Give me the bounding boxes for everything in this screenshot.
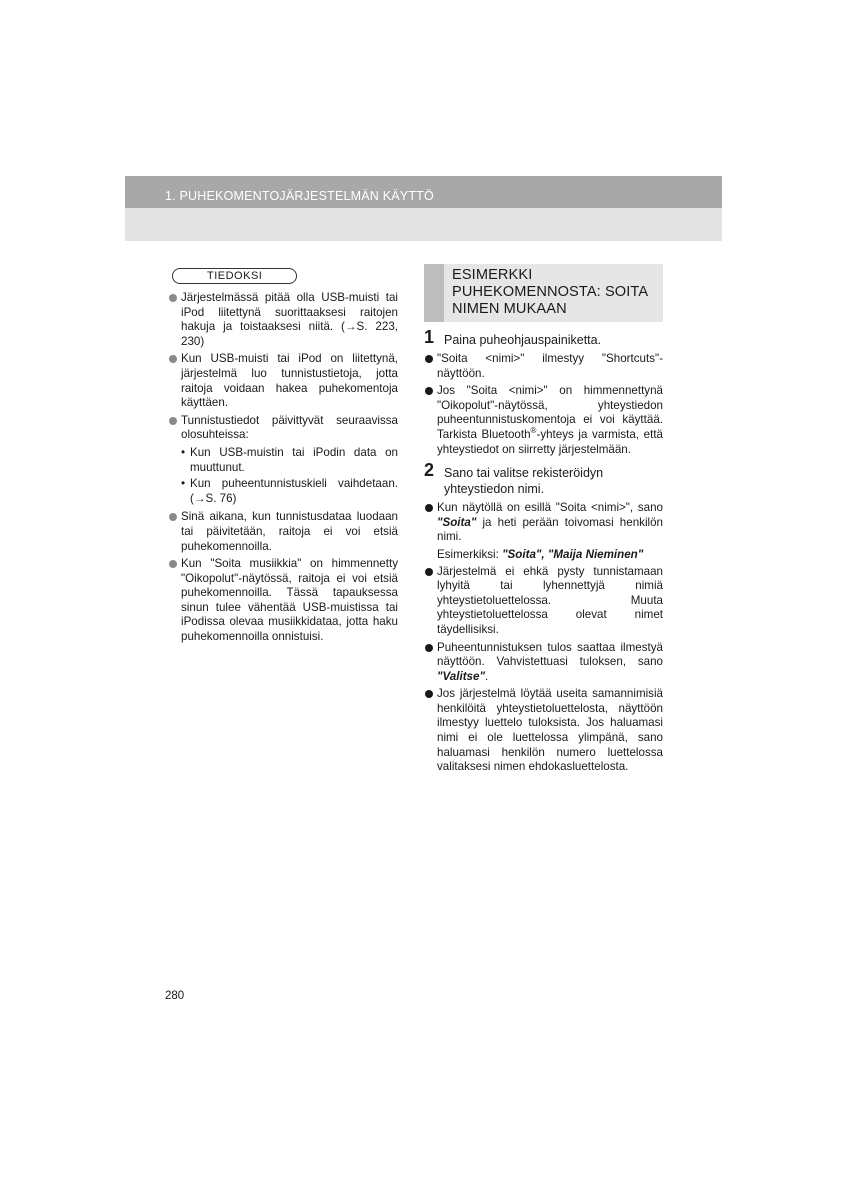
step-bullet-text: Järjestelmä ei ehkä pysty tunnistamaan lyhyitä tai lyhennettyjä nimiä yhteystietoluettelossa. Muuta yhteystietoluettelossa olevat nimet täydellisiksi. xyxy=(437,564,663,636)
example-heading-line: PUHEKOMENNOSTA: SOITA xyxy=(452,284,649,300)
info-subbullet-text: Kun puheentunnistuskieli vaihdetaan. (→S. 76) xyxy=(190,477,398,505)
bullet-dot-icon xyxy=(169,294,177,302)
step-1 xyxy=(424,327,663,348)
bullet-dot-icon xyxy=(425,644,433,652)
bullet-dot-icon xyxy=(425,504,433,512)
bullet-dot-icon xyxy=(169,355,177,363)
command-valitse: "Valitse" xyxy=(437,669,485,683)
bullet-dot-icon xyxy=(425,355,433,363)
command-soita: "Soita" xyxy=(437,515,477,529)
example-name: "Maija Nieminen" xyxy=(547,547,644,561)
example-label: Esimerkiksi: xyxy=(437,547,503,561)
info-bullet xyxy=(168,291,398,349)
step-bullet xyxy=(424,501,663,545)
registered-mark: ® xyxy=(530,426,537,436)
step-bullet xyxy=(424,565,663,638)
step-text: Paina puheohjauspainiketta. xyxy=(444,333,602,347)
info-bullet xyxy=(168,510,398,554)
example-heading-line: ESIMERKKI xyxy=(452,267,533,283)
info-bullet xyxy=(168,352,398,410)
step-2 xyxy=(424,460,663,497)
step-bullet-text: ja heti perään toivomasi henkilön nimi. xyxy=(437,515,663,544)
info-subbullet xyxy=(168,446,398,475)
subbullet-marker: • xyxy=(181,477,186,491)
step-bullet xyxy=(424,687,663,775)
step-bullet-text: Kun näytöllä on esillä "Soita <nimi>", sano xyxy=(437,501,663,515)
bullet-dot-icon xyxy=(169,560,177,568)
bullet-dot-icon xyxy=(425,568,433,576)
step-text: Sano tai valitse rekisteröidyn yhteystiedon nimi. xyxy=(444,466,604,497)
info-bullet xyxy=(168,557,398,645)
section-header-subbar xyxy=(125,208,722,241)
step-bullet-text-tail: -yhteys ja varmista, että yhteystiedot on siirretty järjestelmään. xyxy=(437,427,664,456)
step-bullet xyxy=(424,352,663,381)
left-column xyxy=(168,268,398,648)
info-bullet-text: Kun "Soita musiikkia" on himmennetty "Oikopolut"-näytössä, raitoja ei voi etsiä puhekomennoilla. Tässä tapauksessa sinun tulee vähentää USB-muistissa tai iPodissa olevaa musiikkidataa, jotta haku puhekomennoilla onnistuisi. xyxy=(181,557,398,644)
bullet-dot-icon xyxy=(425,690,433,698)
bullet-dot-icon xyxy=(425,387,433,395)
step-bullet xyxy=(424,384,663,457)
example-heading-box xyxy=(424,264,663,322)
example-line xyxy=(424,548,663,563)
bullet-dot-icon xyxy=(169,417,177,425)
info-subbullet-text: Kun USB-muistin tai iPodin data on muuttunut. xyxy=(190,445,398,474)
step-bullet xyxy=(424,641,663,685)
step-bullet-text: . xyxy=(484,669,489,683)
right-column xyxy=(424,264,663,778)
step-bullet-text: Jos "Soita <nimi>" on himmennettynä "Oikopolut"-näytössä, yhteystiedon puheentunnistuskomentoja ei voi käyttää. Tarkista Bluetooth xyxy=(437,384,663,441)
example-command: "Soita" xyxy=(502,547,542,561)
info-bullet-text: Sinä aikana, kun tunnistusdataa luodaan tai päivitetään, raitoja ei voi etsiä puhekomennoilla. xyxy=(181,510,398,553)
info-subbullet xyxy=(168,477,398,506)
section-title: 1. PUHEKOMENTOJÄRJESTELMÄN KÄYTTÖ xyxy=(165,189,434,203)
step-bullet-text: Jos järjestelmä löytää useita samannimisiä henkilöitä yhteystietoluettelosta, näyttöön ilmestyy luettelo tuloksista. Jos haluamasi nimi ei ole luettelossa ylimpänä, sano haluamasi henkilön numero luettelossa valitaksesi nimen ehdokasluettelosta. xyxy=(437,687,663,774)
bullet-dot-icon xyxy=(169,513,177,521)
example-separator: , xyxy=(541,547,548,561)
step-bullet-text: Puheentunnistuksen tulos saattaa ilmestyä näyttöön. Vahvistettuasi tuloksen, sano xyxy=(437,640,663,669)
info-bullet xyxy=(168,414,398,443)
heading-accent-bar xyxy=(424,264,444,322)
info-bullet-text: Järjestelmässä pitää olla USB-muisti tai iPod liitettynä suorittaaksesi raitojen hakuja ja toistaaksesi niitä. (→S. 223, 230) xyxy=(181,291,398,348)
step-bullet-text: "Soita <nimi>" ilmestyy "Shortcuts"-näyttöön. xyxy=(437,352,663,380)
info-bullet-text: Tunnistustiedot päivittyvät seuraavissa olosuhteissa: xyxy=(181,413,398,442)
subbullet-marker: • xyxy=(181,445,186,459)
info-tag: TIEDOKSI xyxy=(172,268,297,284)
step-number: 1 xyxy=(424,327,435,347)
step-number: 2 xyxy=(424,460,435,481)
example-heading-line: NIMEN MUKAAN xyxy=(452,301,567,317)
page-number: 280 xyxy=(165,990,185,1002)
info-bullet-text: Kun USB-muisti tai iPod on liitettynä, järjestelmä luo tunnistustietoja, jotta raitoja voidaan hakea puhekomentoja käyttäen. xyxy=(181,352,398,410)
